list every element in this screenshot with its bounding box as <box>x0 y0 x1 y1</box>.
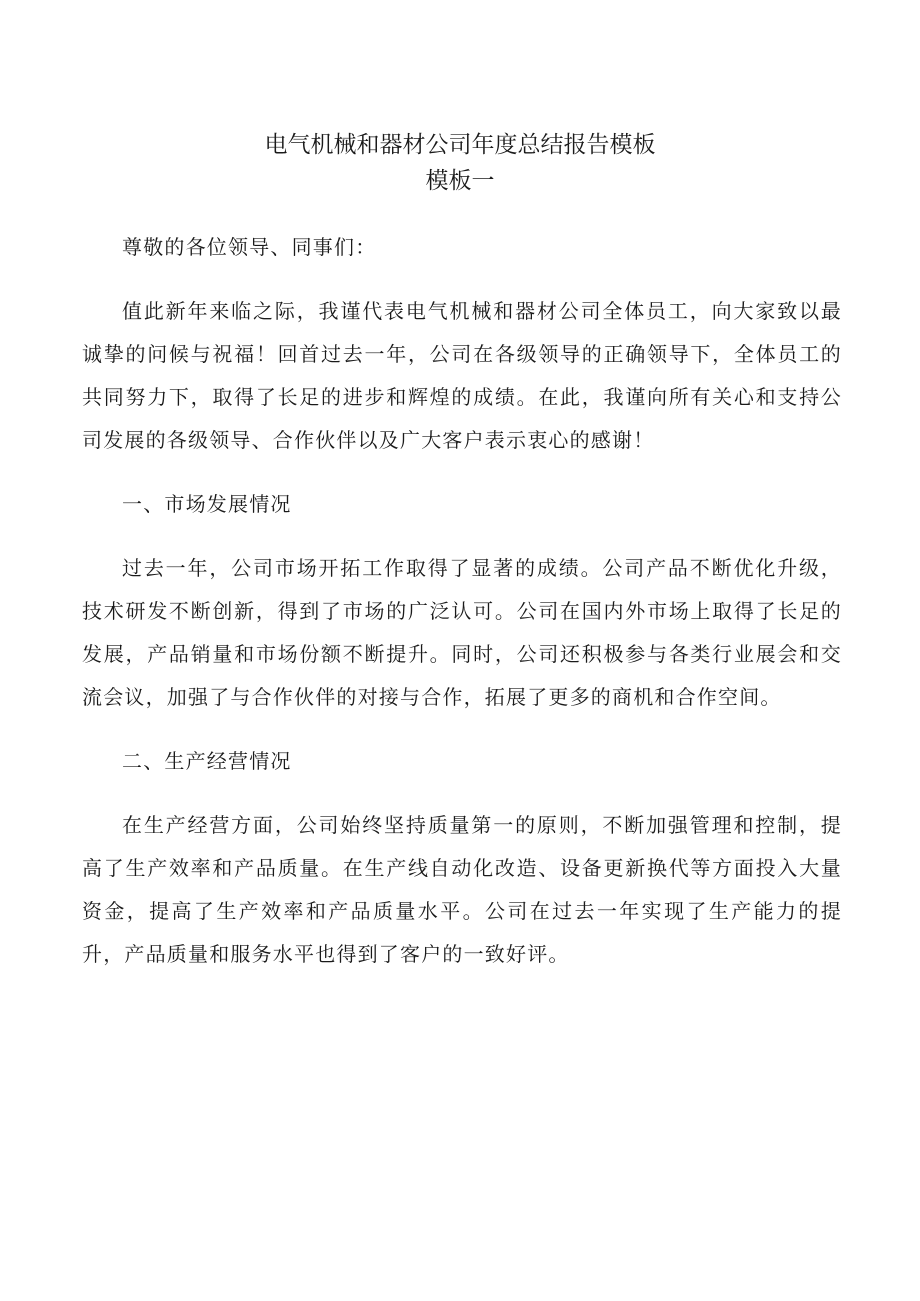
document-body <box>82 226 842 976</box>
section-body-market: 过去一年，公司市场开拓工作取得了显著的成绩。公司产品不断优化升级，技术研发不断创新，得到了市场的广泛认可。公司在国内外市场上取得了长足的发展，产品销量和市场份额不断提升。同时，公司还积极参与各类行业展会和交流会议，加强了与合作伙伴的对接与合作，拓展了更多的商机和合作空间。 <box>82 556 842 709</box>
greeting-paragraph: 尊敬的各位领导、同事们： <box>122 235 377 259</box>
section-heading-market: 一、市场发展情况 <box>122 492 292 516</box>
section-body-production: 在生产经营方面，公司始终坚持质量第一的原则，不断加强管理和控制，提高了生产效率和产品质量。在生产线自动化改造、设备更新换代等方面投入大量资金，提高了生产效率和产品质量水平。公司在过去一年实现了生产能力的提升，产品质量和服务水平也得到了客户的一致好评。 <box>82 813 842 966</box>
section-heading-production: 二、生产经营情况 <box>122 749 292 773</box>
document-title: 电气机械和器材公司年度总结报告模板 <box>264 132 656 158</box>
intro-paragraph: 值此新年来临之际，我谨代表电气机械和器材公司全体员工，向大家致以最诚挚的问候与祝福！回首过去一年，公司在各级领导的正确领导下，全体员工的共同努力下，取得了长足的进步和辉煌的成绩。在此，我谨向所有关心和支持公司发展的各级领导、合作伙伴以及广大客户表示衷心的感谢！ <box>82 299 842 452</box>
title-block <box>0 126 920 198</box>
document-subtitle: 模板一 <box>425 168 495 194</box>
